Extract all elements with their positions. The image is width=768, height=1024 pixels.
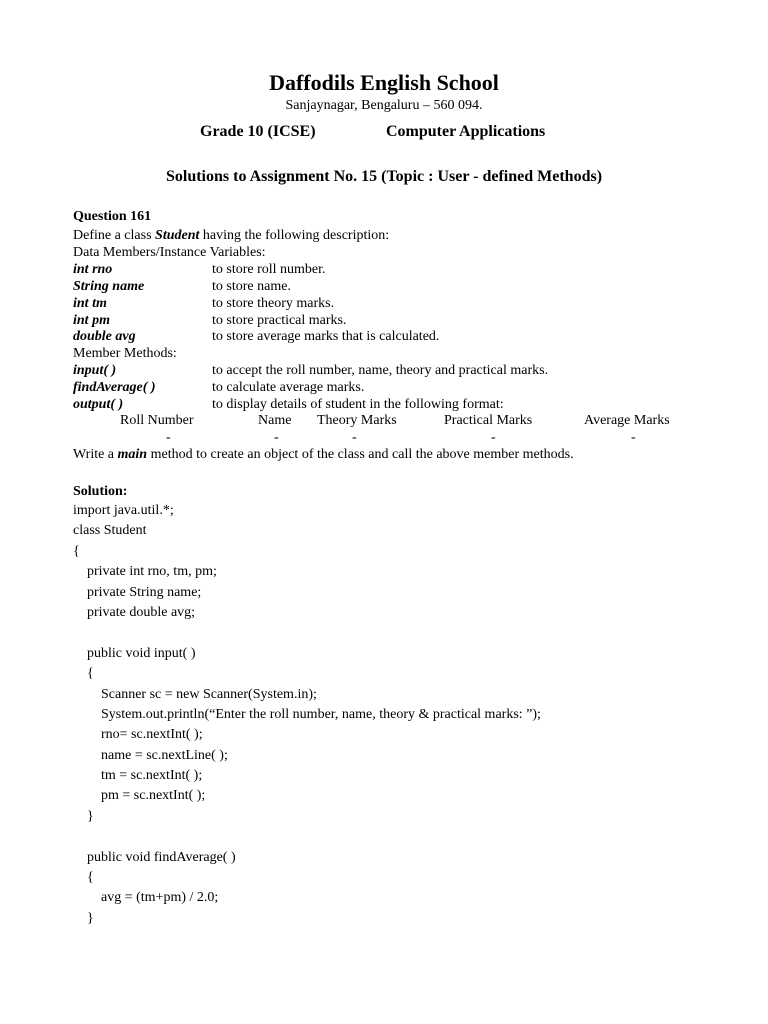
solution-code	[73, 501, 541, 929]
code-line: private int rno, tm, pm;	[73, 564, 217, 580]
format-dash: -	[352, 430, 357, 445]
code-line: name = sc.nextLine( );	[73, 747, 228, 763]
question-intro	[73, 228, 389, 245]
members-label: Data Members/Instance Variables:	[73, 245, 266, 260]
assignment-title: Solutions to Assignment No. 15 (Topic : User - defined Methods)	[165, 168, 603, 185]
method-desc: to accept the roll number, name, theory and practical marks.	[212, 363, 549, 378]
school-name: Daffodils English School	[269, 70, 499, 95]
code-line: private String name;	[73, 584, 202, 600]
member-desc: to store name.	[212, 279, 291, 294]
format-dash: -	[274, 430, 279, 445]
code-line: tm = sc.nextInt( );	[73, 768, 203, 784]
format-header-average: Average Marks	[584, 413, 670, 428]
member-term: int tm	[73, 296, 107, 311]
member-desc: to store roll number.	[212, 262, 326, 277]
member-term: int pm	[73, 313, 110, 328]
code-line: }	[73, 808, 94, 824]
member-desc: to store average marks that is calculated.	[212, 329, 440, 344]
code-line	[73, 827, 541, 847]
code-line: System.out.println(“Enter the roll number, name, theory & practical marks: ”);	[73, 706, 541, 722]
format-header-roll: Roll Number	[120, 413, 194, 428]
member-term: int rno	[73, 262, 113, 277]
methods-label: Member Methods:	[73, 346, 177, 361]
main-suffix: method to create an object of the class and call the above member methods.	[147, 447, 574, 462]
format-header-practical: Practical Marks	[444, 413, 533, 428]
question-heading: Question 161	[73, 209, 152, 224]
intro-suffix: having the following description:	[199, 228, 390, 243]
format-header-name: Name	[258, 413, 292, 428]
code-line: {	[73, 870, 94, 886]
method-desc: to calculate average marks.	[212, 380, 365, 395]
code-line: {	[73, 666, 94, 682]
code-line: public void input( )	[73, 645, 196, 661]
code-line	[73, 623, 541, 643]
method-term: output( )	[73, 397, 124, 412]
main-keyword: main	[117, 447, 148, 462]
code-line: Scanner sc = new Scanner(System.in);	[73, 686, 317, 702]
format-dash: -	[631, 430, 636, 445]
code-line: import java.util.*;	[73, 503, 174, 518]
code-line: }	[73, 910, 94, 926]
code-line: avg = (tm+pm) / 2.0;	[73, 890, 219, 906]
grade-label: Grade 10 (ICSE)	[200, 123, 316, 140]
format-dash: -	[166, 430, 171, 445]
intro-prefix: Define a class	[73, 228, 156, 243]
member-term: double avg	[73, 329, 136, 344]
code-line: class Student	[73, 523, 147, 539]
format-header-theory: Theory Marks	[317, 413, 397, 428]
school-address: Sanjaynagar, Bengaluru – 560 094.	[285, 98, 483, 113]
code-line: {	[73, 543, 80, 559]
main-instruction	[73, 447, 574, 464]
code-line: public void findAverage( )	[73, 849, 236, 865]
main-prefix: Write a	[73, 447, 118, 462]
member-desc: to store practical marks.	[212, 313, 347, 328]
member-desc: to store theory marks.	[212, 296, 335, 311]
intro-class-name: Student	[155, 228, 200, 243]
format-dash: -	[491, 430, 496, 445]
code-line: rno= sc.nextInt( );	[73, 727, 203, 743]
code-line: private double avg;	[73, 604, 196, 620]
method-desc: to display details of student in the following format:	[212, 397, 504, 412]
subject-label: Computer Applications	[386, 123, 546, 140]
method-term: findAverage( )	[73, 380, 156, 395]
code-line: pm = sc.nextInt( );	[73, 788, 206, 804]
solution-label: Solution:	[73, 484, 128, 499]
method-term: input( )	[73, 363, 117, 378]
member-term: String name	[73, 279, 145, 294]
